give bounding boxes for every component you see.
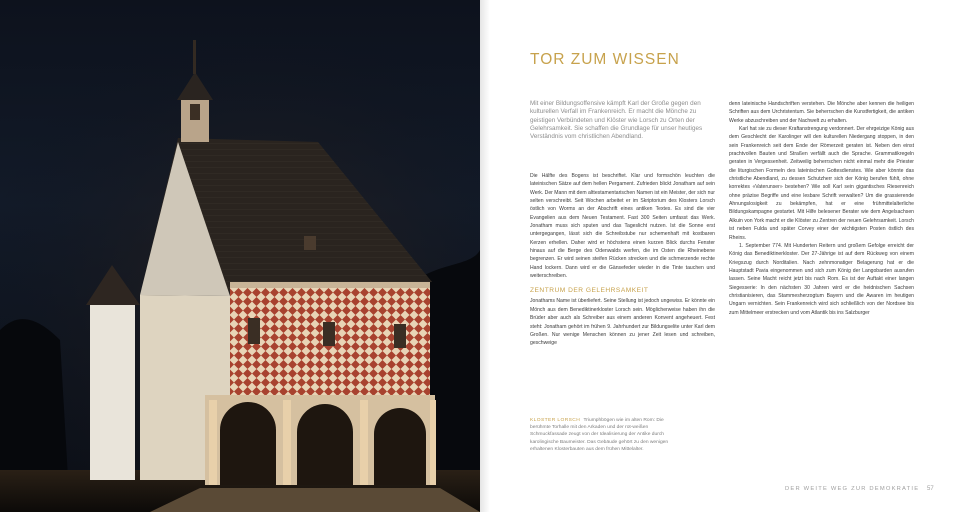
forecourt	[150, 488, 480, 512]
photo-caption	[530, 417, 680, 453]
spire	[193, 40, 196, 74]
caption-text: Triumphbögen wie im alten Rom: Die berühmte Torhalle mit den Arkaden und der rot-weißen Schmuckfassade zeugt von der Idealisierung der Antike durch karolingische Baumeister. Das Gebäude gehört zu den wenigen erhaltenen Klosterbauten aus dem frühen Mittelalter.	[530, 418, 669, 452]
caption-label: KLOSTER LORSCH	[530, 418, 581, 423]
column-4	[430, 400, 436, 485]
facade-window-3	[394, 324, 406, 348]
article-title: TOR ZUM WISSEN	[530, 51, 680, 68]
article-intro: Mit einer Bildungsoffensive kämpft Karl der Große gegen den kulturellen Verfall im Frankenreich. Er macht die Mönche zu geistigen Verbündeten und Klöster wie Lorsch zu Orten der Gelehrsamkeit. Sie schaffen die Grundlage für unser heutiges Verständnis vom christlichen Abendland.	[530, 100, 703, 141]
round-tower	[90, 300, 135, 480]
facade-window-2	[323, 322, 335, 346]
arch-2	[297, 404, 353, 485]
paragraph: denn lateinische Handschriften verstehen. Die Mönche aber kennen die heiligen Schriften aus dem Urchristentum. Sie beherrschen die Kunstfertigkeit, die antiken Werke abzuschreiben und der Nachwelt zu erhalten.	[729, 101, 914, 124]
running-title: DER WEITE WEG ZUR DEMOKRATIE	[785, 486, 920, 492]
cornice	[230, 282, 430, 288]
paragraph: Die Hälfte des Bogens ist beschriftet. Klar und formschön leuchten die lateinischen Sätze auf dem hellen Pergament. Zufrieden blickt Jonatham auf sein Werk. Der Mann mit dem alttestamentarischen Namen ist ein Meister, der sich nur selten verschreibt. Seit Wochen arbeitet er im Skriptorium des Klosters Lorsch östlich von Worms an der Abschrift eines antiken Textes. Es sind die vier Evangelien aus dem Neuen Testament. Fast 300 Seiten umfasst das Werk. Jonatham muss sich sputen und das Tageslicht nutzen. Ist die Sonne erst untergegangen, lässt sich die Schreibstube nur schemenhaft mit kostbaren Kerzen erhellen. Daher wird er höchstens einen kurzen Blick durchs Fenster hinaus auf die Berge des Odenwalds werfen, die im Osten die Rheinebene begrenzen. Er wird seinen steifen Rücken strecken und die schmerzende rechte Hand lockern. Dann wird er die Gänsefeder wieder in die Tinte tauchen und weiterschreiben.	[530, 173, 715, 280]
page-gutter	[480, 0, 490, 512]
paragraph: Karl hat sie zu dieser Kraftanstrengung verdonnert. Der ehrgeizige König aus dem Geschlecht der Karolinger will den kulturellen Niedergang stoppen, in den sein Frankenreich seit dem Ende der Römerzeit geraten ist. Neben den einst prachtvollen Bauten und Straßen verfällt auch die Sprache. Grammatikregeln geraten in Vergessenheit. Zeitweilig beherrschen nicht einmal mehr die Priester die liturgischen Formeln des lateinischen Gottesdienstes. Wie aber könnte das christliche Abendland, zu dessen Schutzherr sich der König berufen fühlt, ohne korrektes «Vaterunser» bestehen? Wie soll Karl sein gigantisches Riesenreich ohne präzise Begriffe und eine lesbare Schrift verwalten? Um die grassierende Ahnungslosigkeit zu bekämpfen, hat er eine frühmittelalterliche Bildungskampagne gestartet. Mit Hilfe belesener Berater wie dem Angelsachsen Alkuin von York macht er die Klöster zu Zentren der neuen Gelehrsamkeit. Lorsch ist neben Fulda und später Corvey einer der wichtigsten Posten östlich des Rheins.	[729, 126, 914, 241]
paragraph: 1. September 774. Mit Hunderten Reitern und großem Gefolge erreicht der König das Benediktinerkloster. Der 27-Jährige ist auf dem Rückweg von einem Kriegszug durch Norditalien. Nach zehnmonatiger Belagerung hat er die Hauptstadt Pavia eingenommen und sich zum König der Langobarden ausrufen lassen. Seine Macht reicht jetzt bis nach Rom. Es ist der Auftakt einer langen Siegesserie: In den nächsten 30 Jahren wird er die heidnischen Sachsen christianisieren, das Stammesherzogtum Bayern und die Awaren im heutigen Ungarn vernichten. Sein Frankenreich wird sich schließlich von der Nordsee bis zum Mittelmeer erstrecken und vom Atlantik bis ins Salzburger	[729, 242, 914, 316]
belfry-window	[190, 104, 200, 120]
column-2	[283, 400, 291, 485]
facade-window-1	[248, 318, 260, 344]
arch-1	[220, 402, 276, 485]
text-column-2	[729, 100, 914, 317]
arch-3	[374, 408, 426, 485]
text-column-1	[530, 172, 715, 348]
paragraph: Jonathams Name ist überliefert. Seine Stellung ist jedoch ungewiss. Er könnte ein Mönch aus dem Benediktinerkloster Lorsch sein. Möglicherweise haben ihn die Brüder aber auch als Schreiber aus einem anderen Konvent angeheuert. Fest steht: Jonatham gehört im frühen 9. Jahrhundert zur Bildungselite unter Karl dem Großen. Nur wenige Menschen können zu jener Zeit lesen und schreiben, geschweige	[530, 298, 715, 347]
column-3	[360, 400, 368, 485]
column-1	[209, 400, 217, 485]
page-number: 57	[927, 486, 934, 492]
roof-dormer	[304, 236, 316, 250]
section-subhead: ZENTRUM DER GELEHRSAMKEIT	[530, 287, 649, 295]
